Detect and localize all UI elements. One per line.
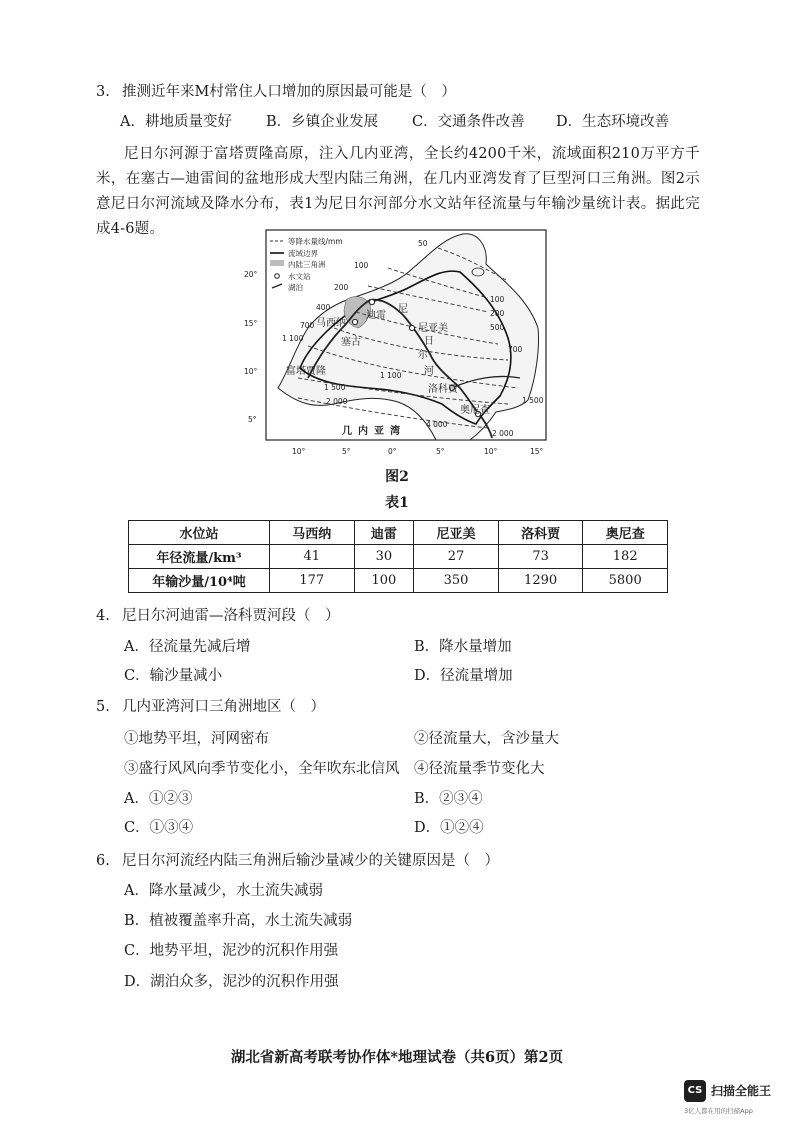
table-caption: 表1	[385, 495, 409, 511]
place-dire: 迪雷	[366, 310, 386, 321]
table-header: 马西纳	[270, 521, 355, 545]
table-cell: 1290	[498, 569, 583, 593]
page-footer: 湖北省新高考联考协作体*地理试卷（共6页）第2页	[230, 1049, 564, 1066]
q5-statement-4: ④径流量季节变化大	[414, 761, 545, 777]
isohyet-value: 500	[490, 323, 505, 332]
q3-option-d[interactable]: D．生态环境改善	[556, 114, 670, 130]
niger-basin-map	[238, 228, 558, 468]
passage-text: 尼日尔河源于富塔贾隆高原，注入几内亚湾，全长约4200千米，流域面积210万平方千米，在塞古—迪雷间的盆地形成大型内陆三角洲，在几内亚湾发育了巨型河口三角洲。图2示意尼日尔河流域及降水分布，表1为尼日尔河部分水文站年径流量与年输沙量统计表。据此完成4-6题。	[96, 146, 700, 237]
river-char-3: 尔	[418, 350, 428, 361]
q6-option-c[interactable]: C．地势平坦，泥沙的沉积作用强	[124, 943, 339, 959]
lat-15: 15°	[244, 319, 258, 328]
isohyet-value: 2 000	[492, 429, 514, 438]
place-masina: 马西纳	[316, 318, 346, 329]
place-onitsha: 奥尼查	[460, 405, 490, 416]
isohyet-value: 100	[490, 295, 505, 304]
table-cell: 350	[414, 569, 499, 593]
isohyet-value: 200	[334, 283, 349, 292]
isohyet-value: 1 500	[324, 383, 346, 392]
lon-0: 0°	[388, 447, 397, 456]
table-header: 奥尼查	[583, 521, 668, 545]
place-lokoja: 洛科贾	[428, 384, 458, 395]
q5-statement-1: ①地势平坦，河网密布	[124, 731, 269, 747]
q3-number: 3.	[96, 84, 110, 100]
table-row-label: 年径流量/km³	[129, 545, 270, 569]
q6-option-d[interactable]: D．湖泊众多，泥沙的沉积作用强	[124, 974, 339, 990]
q6-stem-text: 尼日尔河流经内陆三角洲后输沙量减少的关键原因是（ ）	[122, 853, 499, 869]
place-segou: 塞古	[341, 337, 361, 348]
q5-statement-3: ③盛行风风向季节变化小，全年吹东北信风	[124, 761, 400, 777]
lon-10e: 10°	[484, 447, 498, 456]
isohyet-value: 400	[316, 303, 331, 312]
table-header: 洛科贾	[498, 521, 583, 545]
legend-boundary: 流域边界	[288, 249, 318, 258]
table-cell: 177	[270, 569, 355, 593]
table-cell: 100	[354, 569, 414, 593]
q4-stem-text: 尼日尔河迪雷—洛科贾河段（ ）	[122, 608, 340, 624]
legend-isohyet: 等降水量线/mm	[288, 237, 343, 246]
lon-15e: 15°	[530, 447, 544, 456]
place-gulf-of-guinea: 几内亚湾	[342, 426, 406, 437]
q3-stem-text: 推测近年来M村常住人口增加的原因最可能是（ ）	[122, 84, 456, 100]
q3-option-b[interactable]: B．乡镇企业发展	[266, 114, 379, 130]
scanner-logo-icon: CS	[684, 1080, 706, 1102]
q5-option-a[interactable]: A．①②③	[124, 791, 193, 807]
isohyet-value: 4 000	[426, 420, 448, 429]
isohyet-value: 700	[300, 321, 315, 330]
lon-10w: 10°	[292, 447, 306, 456]
table-header: 尼亚美	[414, 521, 499, 545]
isohyet-value: 100	[354, 261, 369, 270]
river-char-2: 日	[424, 336, 434, 347]
place-futa-jallon: 富塔贾隆	[286, 366, 326, 377]
q3-stem	[96, 82, 456, 102]
q5-statement-2: ②径流量大，含沙量大	[414, 731, 559, 747]
table-cell: 73	[498, 545, 583, 569]
q4-option-d[interactable]: D．径流量增加	[414, 668, 513, 684]
table-cell: 27	[414, 545, 499, 569]
scanner-app-name: 扫描全能王	[711, 1084, 772, 1098]
q4-stem	[96, 606, 340, 626]
q5-option-c[interactable]: C．①③④	[124, 820, 194, 836]
legend-delta: 内陆三角洲	[288, 260, 326, 269]
isohyet-value: 700	[508, 345, 523, 354]
place-niamey: 尼亚美	[418, 323, 448, 334]
table-row	[129, 569, 668, 593]
q6-option-b[interactable]: B．植被覆盖率升高，水土流失减弱	[124, 913, 353, 929]
legend-delta-swatch	[270, 260, 284, 266]
q3-option-c[interactable]: C．交通条件改善	[412, 114, 525, 130]
q6-stem	[96, 851, 499, 871]
legend-station-swatch	[275, 274, 280, 279]
q5-number: 5.	[96, 699, 110, 715]
q5-option-b[interactable]: B．②③④	[414, 791, 483, 807]
table-cell: 30	[354, 545, 414, 569]
table-row-label: 年输沙量/10⁴吨	[129, 569, 270, 593]
legend-lake: 湖泊	[288, 283, 303, 292]
q6-number: 6.	[96, 853, 110, 869]
q5-stem-text: 几内亚湾河口三角洲地区（ ）	[122, 699, 325, 715]
q4-option-b[interactable]: B．降水量增加	[414, 639, 512, 655]
q4-option-c[interactable]: C．输沙量减小	[124, 668, 223, 684]
figure-caption: 图2	[385, 469, 409, 485]
table-header: 水位站	[129, 521, 270, 545]
q3-option-a[interactable]: A．耕地质量变好	[120, 114, 232, 130]
scanner-watermark	[684, 1080, 794, 1120]
lon-5w: 5°	[342, 447, 351, 456]
table-header: 迪雷	[354, 521, 414, 545]
q4-option-a[interactable]: A．径流量先减后增	[124, 639, 251, 655]
river-char-1: 尼	[398, 304, 408, 315]
map-svg	[238, 228, 558, 468]
q5-option-d[interactable]: D．①②④	[414, 820, 484, 836]
isohyet-value: 1 500	[522, 396, 544, 405]
isohyet-value: 1 100	[282, 334, 304, 343]
q4-number: 4.	[96, 608, 110, 624]
river-char-4: 河	[424, 366, 434, 377]
table-cell: 5800	[583, 569, 668, 593]
table-cell: 41	[270, 545, 355, 569]
isohyet-value: 200	[490, 309, 505, 318]
lat-20: 20°	[244, 270, 258, 279]
q6-option-a[interactable]: A．降水量减少，水土流失减弱	[124, 883, 323, 899]
q5-stem	[96, 697, 325, 717]
isohyet-value: 2 000	[326, 397, 348, 406]
hydrology-table	[128, 520, 668, 593]
scanner-tagline: 3亿人都在用的扫描App	[684, 1107, 753, 1115]
legend-station: 水文站	[288, 272, 311, 281]
isohyet-value: 1 100	[380, 371, 402, 380]
table-row	[129, 545, 668, 569]
lon-5e: 5°	[436, 447, 445, 456]
table-header-row	[129, 521, 668, 545]
lat-10: 10°	[244, 367, 258, 376]
isohyet-value: 50	[418, 239, 428, 248]
lat-5: 5°	[248, 415, 257, 424]
table-cell: 182	[583, 545, 668, 569]
